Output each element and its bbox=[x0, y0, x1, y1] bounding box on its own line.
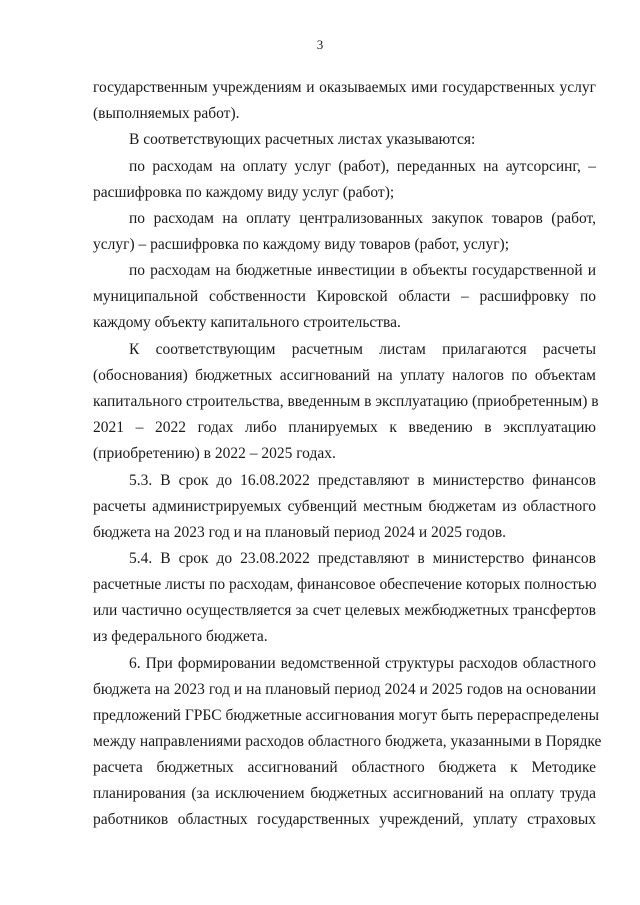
text-line: 5.4. В срок до 23.08.2022 представляют в министерство финансов bbox=[129, 550, 596, 567]
text-line: расчета бюджетных ассигнований областного бюджета к Методике bbox=[93, 759, 596, 776]
text-line: государственным учреждениям и оказываемых ими государственных услуг bbox=[93, 79, 596, 96]
page-number: 3 bbox=[316, 37, 324, 52]
text-line: 2021 – 2022 годах либо планируемых к введению в эксплуатацию bbox=[93, 419, 596, 436]
text-line: каждому объекту капитального строительства. bbox=[93, 314, 401, 331]
text-line: работников областных государственных учреждений, уплату страховых bbox=[93, 811, 596, 828]
text-line: 5.3. В срок до 16.08.2022 представляют в министерство финансов bbox=[129, 472, 596, 489]
text-line: расчеты администрируемых субвенций местным бюджетам из областного bbox=[93, 498, 596, 515]
text-line: между направлениями расходов областного бюджета, указанными в Порядке bbox=[93, 733, 602, 750]
text-line: услуг) – расшифровка по каждому виду товаров (работ, услуг); bbox=[93, 236, 510, 253]
text-line: В соответствующих расчетных листах указываются: bbox=[129, 131, 476, 148]
text-line: (обоснования) бюджетных ассигнований на уплату налогов по объектам bbox=[93, 367, 596, 384]
text-line: (выполняемых работ). bbox=[93, 105, 240, 122]
text-line: по расходам на бюджетные инвестиции в объекты государственной и bbox=[129, 262, 596, 279]
text-line: предложений ГРБС бюджетные ассигнования могут быть перераспределены bbox=[93, 707, 600, 724]
text-line: К соответствующим расчетным листам прилагаются расчеты bbox=[129, 341, 596, 358]
text-line: по расходам на оплату централизованных закупок товаров (работ, bbox=[129, 210, 596, 227]
text-line: муниципальной собственности Кировской области – расшифровку по bbox=[93, 288, 596, 305]
text-line: по расходам на оплату услуг (работ), переданных на аутсорсинг, – bbox=[129, 158, 596, 175]
text-line: 6. При формировании ведомственной структуры расходов областного bbox=[129, 655, 596, 672]
text-line: (приобретению) в 2022 – 2025 годах. bbox=[93, 445, 336, 462]
text-line: из федерального бюджета. bbox=[93, 628, 268, 645]
text-line: планирования (за исключением бюджетных ассигнований на оплату труда bbox=[93, 785, 596, 802]
text-line: капитального строительства, введенным в эксплуатацию (приобретенным) в bbox=[93, 393, 599, 410]
text-line: расшифровка по каждому виду услуг (работ); bbox=[93, 184, 395, 201]
text-line: или частично осуществляется за счет целевых межбюджетных трансфертов bbox=[93, 602, 596, 619]
text-line: расчетные листы по расходам, финансовое обеспечение которых полностью bbox=[93, 576, 597, 593]
text-line: бюджета на 2023 год и на плановый период 2024 и 2025 годов на основании bbox=[93, 681, 596, 698]
text-line: бюджета на 2023 год и на плановый период 2024 и 2025 годов. bbox=[93, 524, 507, 541]
